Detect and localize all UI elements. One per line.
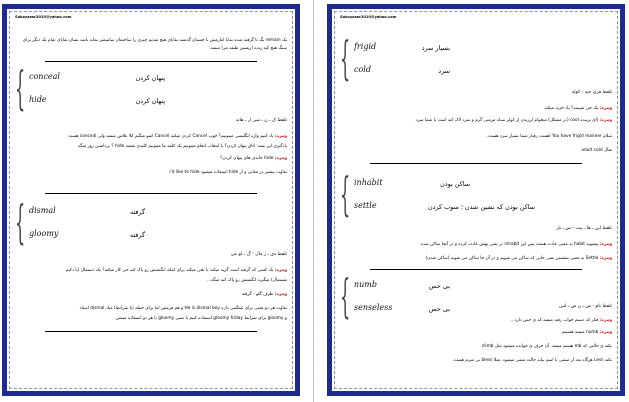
usage-note: تفاوت بیشتر در معانی و از hide استفاده میشود i'd like to hide	[169, 170, 287, 175]
vocab-meaning: سرد	[438, 67, 450, 75]
pronunciation: تلفظ نام - س ـ ن س ـ لس	[559, 304, 612, 309]
vocab-word: hide	[29, 95, 47, 104]
vocab-group-dismal	[15, 195, 175, 249]
vocab-meaning: پنهان کردن	[135, 74, 165, 82]
intro-paragraph: یک remain بگ تا گرفته شده بقایا امارمش با چسبان گذشته بقایای هیچ شدیم چیزی را ساختمان سانتیمتر بماند باشد نشان بقایای عیام یک دیگر برای سنگ هیچ کپه زنده (ریستن طبقه مر) میشه	[22, 38, 287, 52]
example-line: ومزه: ظرف گلو - گرفته	[241, 292, 287, 297]
example-line: سلام You have frigid manner اهمیت رفتار شما بسیار سرد هست.	[486, 134, 612, 139]
pronunciation: تلفظ فری جید - کولد	[571, 90, 612, 95]
vocab-meaning: بسیار سرد	[421, 44, 450, 52]
vocab-meaning: پنهان کردن	[135, 97, 165, 105]
example-line: نکته ی حالتی که mb هستم میشه. آن حرف ی خوانده میشود مثل climb	[481, 344, 612, 349]
example-line: ومزه: Settle به معنی نشستن یعنی جایی که ساکن می شویم و در آن جا ساکن می شوند (ساکن شدن)	[425, 256, 612, 261]
note-marker: ومزه:	[599, 330, 612, 335]
usage-note: تفاوت هر دو معنی برای غمگینی داره He is dismal boy و هم فرمش اما برای جمله (یا شرایط) میاد dismal استاد	[79, 306, 287, 311]
example-line: ومزه: یاد کنیم واژه انگلیسی میتونیم؟ خوب Cancel کردن میکنه Cancel اشو میگیم کلا علاس میشه ولی conceal هست	[68, 134, 287, 139]
section-divider	[370, 163, 582, 164]
pronunciation: تلفظ ک ـ ن ـ سی ل ـ هاید	[235, 118, 287, 123]
email-header: Sokoyazar2010@yahoo.com	[340, 15, 397, 19]
example-line: ومزه: (ای پرینده cool (در مشکل) میخوام لرزیدن از کولر سیاه مرمتی گرم و سرد لاک کنه است یا شما سرد	[415, 118, 612, 123]
page-gap-divider	[313, 0, 314, 402]
example-line: ومزه: یک جی میبینید؟ یاد خرید میکنه	[544, 106, 612, 111]
usage-note: و gloomy برای شرایط gloomy friday استفاده کنیم یا بسی gloomy با هر دو استفاده میشن	[115, 316, 287, 321]
vocab-meaning: گرفته	[130, 231, 145, 239]
right-page-content	[340, 15, 612, 385]
example-line: ومزه: numb میشه هستیم.	[560, 330, 612, 335]
example-line: مثال adult cold	[581, 148, 612, 153]
section-divider	[45, 331, 257, 332]
note-marker: ومزه:	[274, 268, 287, 273]
vocab-group-numb	[340, 269, 500, 323]
pronunciation: تلفظ این ـ ها ـ بیت - س ـ تل	[556, 226, 612, 231]
brace-icon: {	[340, 167, 351, 221]
section-divider	[370, 269, 582, 270]
example-line: ومزه: hide جایدی های پنهان کردن؟	[220, 156, 287, 161]
section-divider	[45, 61, 257, 62]
example-line: نکته Less هرگاه بعد از صفتی یا اسم بیاید حالت منفی میشود. مثلا bless بی شرم هست.	[452, 358, 612, 363]
note-marker: ومزه:	[599, 256, 612, 261]
vocab-meaning: ساکن بودن که نشین شدن ؛ سوب کردن	[427, 203, 535, 211]
left-page-content	[15, 15, 287, 385]
right-page	[327, 4, 625, 396]
note-marker: ومزه:	[274, 134, 287, 139]
brace-icon: {	[15, 195, 26, 249]
vocab-word: senseless	[354, 303, 393, 312]
vocab-word: cold	[354, 65, 371, 74]
vocab-word: settle	[354, 201, 377, 210]
vocab-group-conceal	[15, 61, 175, 115]
note-marker: ومزه:	[274, 156, 287, 161]
vocab-word: frigid	[354, 42, 377, 51]
left-page	[2, 4, 300, 396]
vocab-word: numb	[354, 280, 378, 289]
vocab-meaning: بی حس	[428, 305, 450, 313]
note-marker: ومزه:	[599, 106, 612, 111]
vocab-word: gloomy	[29, 229, 59, 238]
vocab-meaning: ساکن بودن	[440, 180, 470, 188]
brace-icon: {	[15, 61, 26, 115]
note-marker: ومزه:	[599, 318, 612, 323]
pronunciation: تلفظ دی ـ ز مال - گ ـ لو می	[230, 252, 287, 257]
brace-icon: {	[340, 269, 351, 323]
example-line: یادگیری این بشه: اتاق پنهان کردن؟ یا انتخاب انجام میتونیم یک کلمه ما میتونیم کلیدی نقشه hide ؟ برداشتن روز میگه	[77, 144, 287, 149]
example-line: ومزه: پیشوند habit به معنی عادت هست پس این inhabit در یعنی بهش عادت کرده و در آنجا ساکن شده	[420, 242, 612, 247]
note-marker: ومزه:	[599, 118, 612, 123]
vocab-word: conceal	[29, 72, 60, 81]
vocab-word: dismal	[29, 206, 56, 215]
example-line: ومزه: یک کسی که گرفته است گریه میکند یا یخی میکند برای اینکه انگشتش رو پاک کنه جی کار میکنه؟ یک دستمال (یا دکیم	[65, 268, 287, 273]
example-line: ومزه: فکر که دستم خواب رفته میشه که ی حس دارد...	[510, 318, 612, 323]
vocab-word: inhabit	[354, 178, 383, 187]
vocab-meaning: گرفته	[130, 208, 145, 216]
note-marker: ومزه:	[274, 292, 287, 297]
vocab-group-inhabit	[340, 167, 540, 221]
brace-icon: {	[340, 31, 351, 85]
vocab-meaning: بی حس	[428, 282, 450, 290]
vocab-group-frigid	[340, 31, 500, 85]
section-divider	[45, 193, 257, 194]
email-header: Sokoyazar2010@yahoo.com	[15, 15, 72, 19]
example-line: مستمال) میگیره انگشتش رو پاک کنه میگه...	[207, 278, 287, 283]
note-marker: ومزه:	[599, 242, 612, 247]
